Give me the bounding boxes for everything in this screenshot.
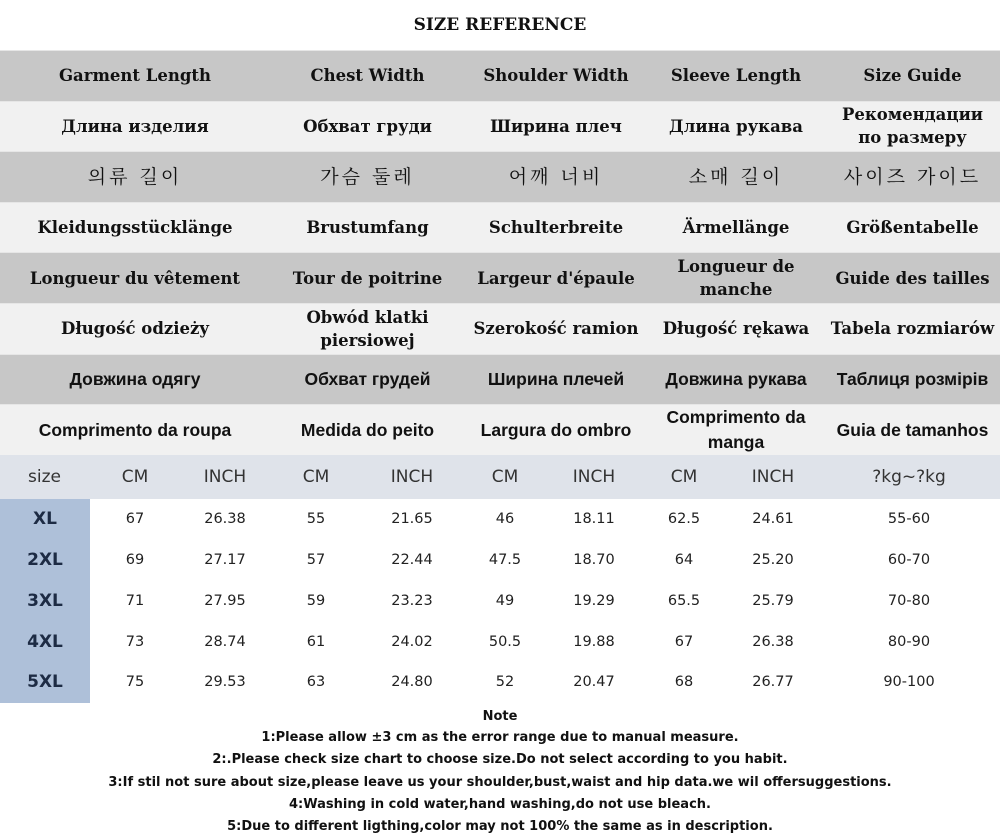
table-row — [0, 662, 1000, 703]
size-label: 3XL — [0, 580, 90, 621]
table-cell: 69 — [125, 551, 145, 568]
header-garment-length: Garment Length — [58, 66, 212, 86]
table-cell: 27.95 — [204, 592, 246, 609]
header-size-guide: Size Guide — [863, 66, 962, 86]
table-cell: 26.38 — [752, 633, 794, 650]
table-cell: 71 — [125, 592, 145, 609]
table-cell: 20.47 — [573, 674, 615, 691]
header-size-guide: Таблиця розмірів — [836, 369, 989, 390]
header-garment-length: Długość odzieży — [61, 319, 209, 339]
header-sleeve-length: Длина рукава — [669, 116, 803, 136]
table-cell: 64 — [674, 551, 694, 568]
header-garment-length: Длина изделия — [61, 116, 209, 136]
header-chest-width: Chest Width — [310, 66, 425, 86]
table-cell: 61 — [306, 633, 326, 650]
table-cell: 21.65 — [391, 511, 433, 528]
table-row — [0, 621, 1000, 662]
table-cell: 90-100 — [883, 674, 935, 691]
translation-row-fr — [0, 252, 1000, 303]
header-shoulder-width: Szerokość ramion — [473, 319, 639, 339]
table-cell: 28.74 — [204, 633, 246, 650]
table-cell: 55-60 — [887, 511, 931, 528]
header-sleeve-length: Długość rękawa — [662, 319, 810, 339]
column-header-weight: ?kg~?kg — [872, 466, 946, 487]
table-cell: 65.5 — [667, 592, 701, 609]
size-label: 4XL — [0, 621, 90, 662]
header-chest-width: Tour de poitrine — [292, 268, 443, 288]
header-size-guide: Guia de tamanhos — [836, 419, 989, 440]
table-cell: 67 — [125, 511, 145, 528]
header-chest-width: Обхват груди — [303, 116, 432, 136]
translation-table — [0, 50, 1000, 455]
header-chest-width: Обхват грудей — [304, 369, 431, 390]
header-shoulder-width: Shoulder Width — [483, 66, 629, 86]
column-header-sleeve-cm: CM — [670, 466, 698, 487]
table-cell: 70-80 — [887, 592, 931, 609]
column-header-chest-inch: INCH — [390, 466, 434, 487]
table-cell: 18.11 — [573, 511, 615, 528]
translation-row-ru — [0, 101, 1000, 152]
table-cell: 68 — [674, 674, 694, 691]
notes-title: Note — [482, 708, 518, 724]
table-cell: 63 — [306, 674, 326, 691]
size-label: 5XL — [0, 662, 90, 703]
table-cell: 80-90 — [887, 633, 931, 650]
header-sleeve-length: Довжина рукава — [665, 369, 807, 390]
table-cell: 29.53 — [204, 674, 246, 691]
table-cell: 57 — [306, 551, 326, 568]
table-cell: 26.77 — [752, 674, 794, 691]
header-shoulder-width: 어깨 너비 — [508, 165, 604, 188]
table-cell: 24.80 — [391, 674, 433, 691]
table-cell: 23.23 — [391, 592, 433, 609]
table-cell: 73 — [125, 633, 145, 650]
table-cell: 67 — [674, 633, 694, 650]
header-size-guide: Рекомендации по размеру — [841, 105, 984, 148]
header-size-guide: Tabela rozmiarów — [830, 319, 995, 339]
translation-row-de — [0, 202, 1000, 253]
table-row — [0, 580, 1000, 621]
note-line: 1:Please allow ±3 cm as the error range due to manual measure. — [261, 729, 739, 745]
header-size-guide: 사이즈 가이드 — [843, 165, 982, 188]
table-cell: 25.79 — [752, 592, 794, 609]
table-row — [0, 540, 1000, 581]
table-cell: 49 — [495, 592, 515, 609]
table-cell: 59 — [306, 592, 326, 609]
size-table-header — [0, 455, 1000, 499]
column-header-size: size — [28, 466, 61, 487]
header-sleeve-length: Ärmellänge — [682, 218, 790, 238]
size-label: XL — [0, 499, 90, 540]
table-cell: 18.70 — [573, 551, 615, 568]
table-row — [0, 499, 1000, 540]
column-header-sleeve-inch: INCH — [751, 466, 795, 487]
translation-row-pt — [0, 404, 1000, 455]
page-title: SIZE REFERENCE — [413, 15, 587, 35]
table-cell: 24.61 — [752, 511, 794, 528]
translation-row-uk — [0, 354, 1000, 405]
note-line: 4:Washing in cold water,hand washing,do not use bleach. — [289, 796, 711, 812]
header-size-guide: Größentabelle — [846, 218, 979, 238]
header-shoulder-width: Schulterbreite — [488, 218, 624, 238]
table-cell: 22.44 — [391, 551, 433, 568]
size-table-body — [0, 499, 1000, 703]
column-header-shoulder-cm: CM — [491, 466, 519, 487]
table-cell: 52 — [495, 674, 515, 691]
notes-section — [0, 705, 1000, 839]
note-line: 3:If stil not sure about size,please leave us your shoulder,bust,waist and hip data.we wil offersuggestions. — [108, 774, 892, 790]
header-garment-length: 의류 길이 — [87, 165, 183, 188]
column-header-chest-cm: CM — [302, 466, 330, 487]
table-cell: 19.29 — [573, 592, 615, 609]
table-cell: 27.17 — [204, 551, 246, 568]
header-size-guide: Guide des tailles — [835, 268, 990, 288]
table-cell: 47.5 — [488, 551, 522, 568]
header-sleeve-length: Comprimento da manga — [666, 407, 806, 452]
translation-row-en — [0, 50, 1000, 101]
header-chest-width: Brustumfang — [306, 218, 429, 238]
table-cell: 24.02 — [391, 633, 433, 650]
column-header-length-cm: CM — [121, 466, 149, 487]
header-chest-width: Medida do peito — [300, 419, 435, 440]
header-chest-width: Obwód klatki piersiowej — [306, 307, 429, 350]
translation-row-pl — [0, 303, 1000, 354]
table-cell: 25.20 — [752, 551, 794, 568]
column-header-length-inch: INCH — [203, 466, 247, 487]
column-header-shoulder-inch: INCH — [572, 466, 616, 487]
header-garment-length: Longueur du vêtement — [29, 268, 241, 288]
header-sleeve-length: Longueur de manche — [677, 257, 795, 300]
note-line: 2:.Please check size chart to choose size.Do not select according to you habit. — [212, 752, 788, 768]
table-cell: 26.38 — [204, 511, 246, 528]
translation-row-ko — [0, 151, 1000, 202]
header-sleeve-length: 소매 길이 — [688, 165, 784, 188]
header-sleeve-length: Sleeve Length — [670, 66, 802, 86]
note-line: 5:Due to different ligthing,color may not 100% the same as in description. — [227, 819, 773, 835]
header-chest-width: 가슴 둘레 — [320, 165, 415, 188]
size-label: 2XL — [0, 540, 90, 581]
table-cell: 62.5 — [667, 511, 701, 528]
table-cell: 19.88 — [573, 633, 615, 650]
table-cell: 50.5 — [488, 633, 522, 650]
header-garment-length: Довжина одягу — [69, 369, 201, 390]
header-garment-length: Comprimento da roupa — [38, 419, 232, 440]
table-cell: 55 — [306, 511, 326, 528]
table-cell: 60-70 — [887, 551, 931, 568]
table-cell: 46 — [495, 511, 515, 528]
header-shoulder-width: Largeur d'épaule — [477, 268, 635, 288]
header-shoulder-width: Largura do ombro — [480, 419, 632, 440]
header-garment-length: Kleidungsstücklänge — [37, 218, 233, 238]
table-cell: 75 — [125, 674, 145, 691]
header-shoulder-width: Ширина плечей — [487, 369, 625, 390]
header-shoulder-width: Ширина плеч — [490, 116, 622, 136]
